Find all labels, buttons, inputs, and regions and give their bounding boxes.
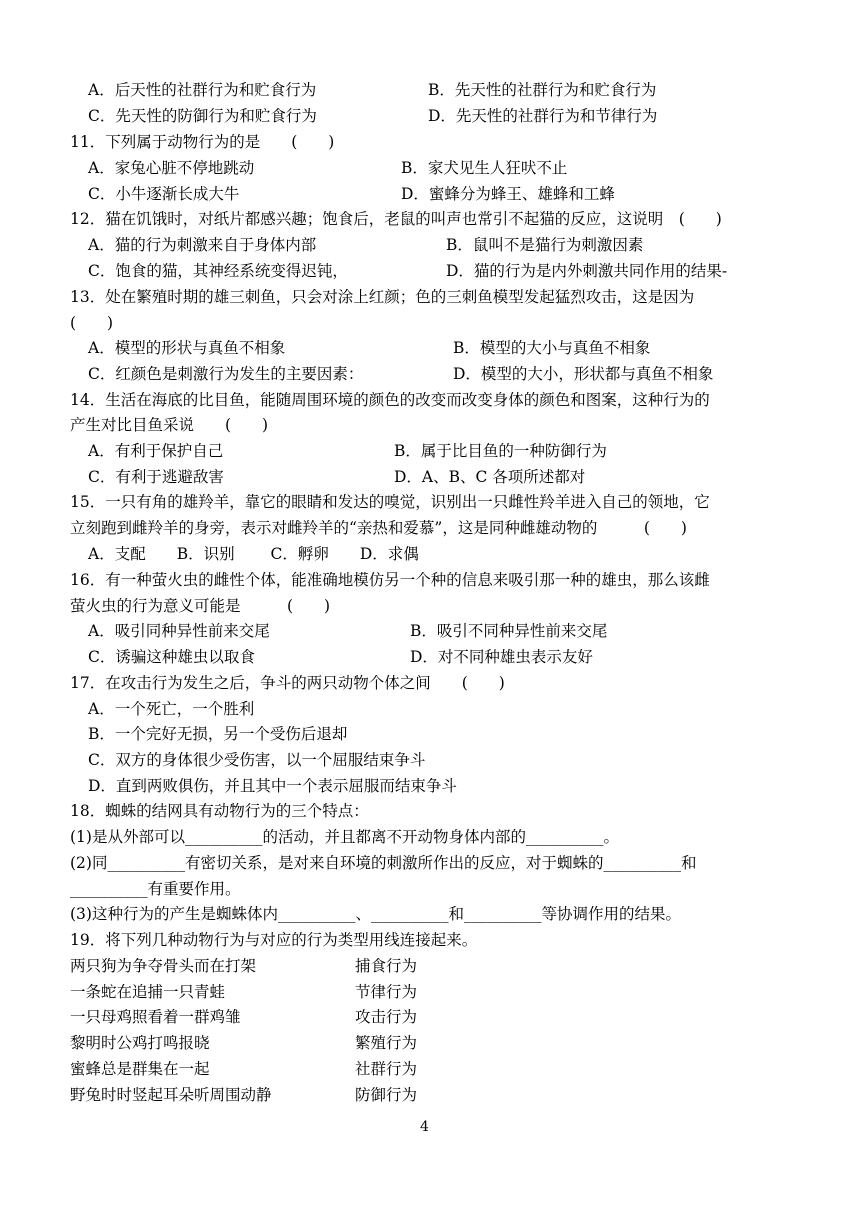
text-line: 15．一只有角的雄羚羊，靠它的眼睛和发达的嗅觉，识别出一只雌性羚羊进入自己的领地，它 <box>70 493 710 511</box>
text-line: B．先天性的社群行为和贮食行为 <box>428 81 657 99</box>
text-line: A．支配 B．识别 C．孵卵 D．求偶 <box>88 545 419 563</box>
text-line: B．家犬见生人狂吠不止 <box>401 159 568 177</box>
text-line: 11．下列属于动物行为的是 ( ) <box>70 133 335 151</box>
text-line: 16．有一种萤火虫的雌性个体，能准确地模仿另一个种的信息来吸引那一种的雄虫，那么该雌 <box>70 571 710 589</box>
text-line: D．模型的大小，形状都与真鱼不相象 <box>453 365 714 383</box>
text-line: 繁殖行为 <box>355 1034 418 1052</box>
page-number: 4 <box>420 1119 429 1135</box>
text-line: 两只狗为争夺骨头而在打架 <box>70 957 257 975</box>
text-line: __________有重要作用。 <box>70 880 241 898</box>
text-line: C．红颜色是刺激行为发生的主要因素： <box>88 365 364 383</box>
text-line: 17．在攻击行为发生之后，争斗的两只动物个体之间 ( ) <box>70 674 505 692</box>
text-line: 捕食行为 <box>355 957 418 975</box>
text-line: (2)同__________有密切关系，是对来自环境的刺激所作出的反应，对于蜘蛛的__________和 <box>70 854 697 872</box>
text-line: (3)这种行为的产生是蜘蛛体内__________、__________和__________等协调作用的结果。 <box>70 905 681 923</box>
text-line: C．诱骗这种雄虫以取食 <box>88 648 255 666</box>
text-line: 一条蛇在追捕一只青蛙 <box>70 983 226 1001</box>
text-line: B．一个完好无损，另一个受伤后退却 <box>88 725 348 743</box>
text-line: A．猫的行为刺激来自于身体内部 <box>88 236 317 254</box>
text-line: A．家兔心脏不停地跳动 <box>88 159 255 177</box>
text-line: 19．将下列几种动物行为与对应的行为类型用线连接起来。 <box>70 931 478 949</box>
text-line: A．模型的形状与真鱼不相象 <box>88 339 286 357</box>
text-line: A．后天性的社群行为和贮食行为 <box>88 81 317 99</box>
text-line: 节律行为 <box>355 983 418 1001</box>
text-line: 萤火虫的行为意义可能是 ( ) <box>70 597 331 615</box>
text-line: D．猫的行为是内外刺激共同作用的结果- <box>446 262 728 280</box>
text-line: D．直到两败俱伤，并且其中一个表示屈服而结束争斗 <box>88 777 457 795</box>
text-line: 产生对比目鱼采说 ( ) <box>70 416 269 434</box>
text-line: B．属于比目鱼的一种防御行为 <box>394 442 607 460</box>
text-line: C．先天性的防御行为和贮食行为 <box>88 107 317 125</box>
text-line: B．吸引不同种异性前来交尾 <box>410 622 608 640</box>
text-line: 防御行为 <box>355 1086 418 1104</box>
text-line: C．饱食的猫，其神经系统变得迟钝， <box>88 262 348 280</box>
text-line: 社群行为 <box>355 1060 418 1078</box>
text-line: D．对不同种雄虫表示友好 <box>410 648 593 666</box>
text-line: 12．猫在饥饿时，对纸片都感兴趣；饱食后，老鼠的叫声也常引不起猫的反应，这说明 ( ) <box>70 210 722 228</box>
text-line: ( ) <box>70 314 114 332</box>
text-line: 14．生活在海底的比目鱼，能随周围环境的颜色的改变而改变身体的颜色和图案，这种行为的 <box>70 391 710 409</box>
text-line: B．鼠叫不是猫行为刺激因素 <box>446 236 644 254</box>
text-line: B．模型的大小与真鱼不相象 <box>453 339 651 357</box>
text-line: A．有利于保护自己 <box>88 442 224 460</box>
text-line: 18．蜘蛛的结网具有动物行为的三个特点： <box>70 802 369 820</box>
text-line: C．小牛逐渐长成大牛 <box>88 185 240 203</box>
text-line: (1)是从外部可以__________的活动，并且都离不开动物身体内部的__________。 <box>70 828 619 846</box>
text-line: 蜜蜂总是群集在一起 <box>70 1060 210 1078</box>
text-line: D．先天性的社群行为和节律行为 <box>428 107 658 125</box>
text-line: 立刻跑到雌羚羊的身旁，表示对雌羚羊的“亲热和爱慕”，这是同种雌雄动物的 ( ) <box>70 519 687 537</box>
text-line: A．一个死亡，一个胜利 <box>88 700 255 718</box>
text-line: C．有利于逃避敌害 <box>88 468 224 486</box>
text-line: 野兔时时竖起耳朵听周围动静 <box>70 1086 272 1104</box>
text-line: 一只母鸡照看着一群鸡雏 <box>70 1008 241 1026</box>
text-line: 13．处在繁殖时期的雄三刺鱼，只会对涂上红颜；色的三刺鱼模型发起猛烈攻击，这是因为 <box>70 288 695 306</box>
text-line: D．A、B、C 各项所述都对 <box>394 468 586 486</box>
text-line: A．吸引同种异性前来交尾 <box>88 622 270 640</box>
text-line: 黎明时公鸡打鸣报晓 <box>70 1034 210 1052</box>
text-line: D．蜜蜂分为蜂王、雄蜂和工蜂 <box>401 185 615 203</box>
text-line: 攻击行为 <box>355 1008 418 1026</box>
text-line: C．双方的身体很少受伤害，以一个屈服结束争斗 <box>88 751 426 769</box>
